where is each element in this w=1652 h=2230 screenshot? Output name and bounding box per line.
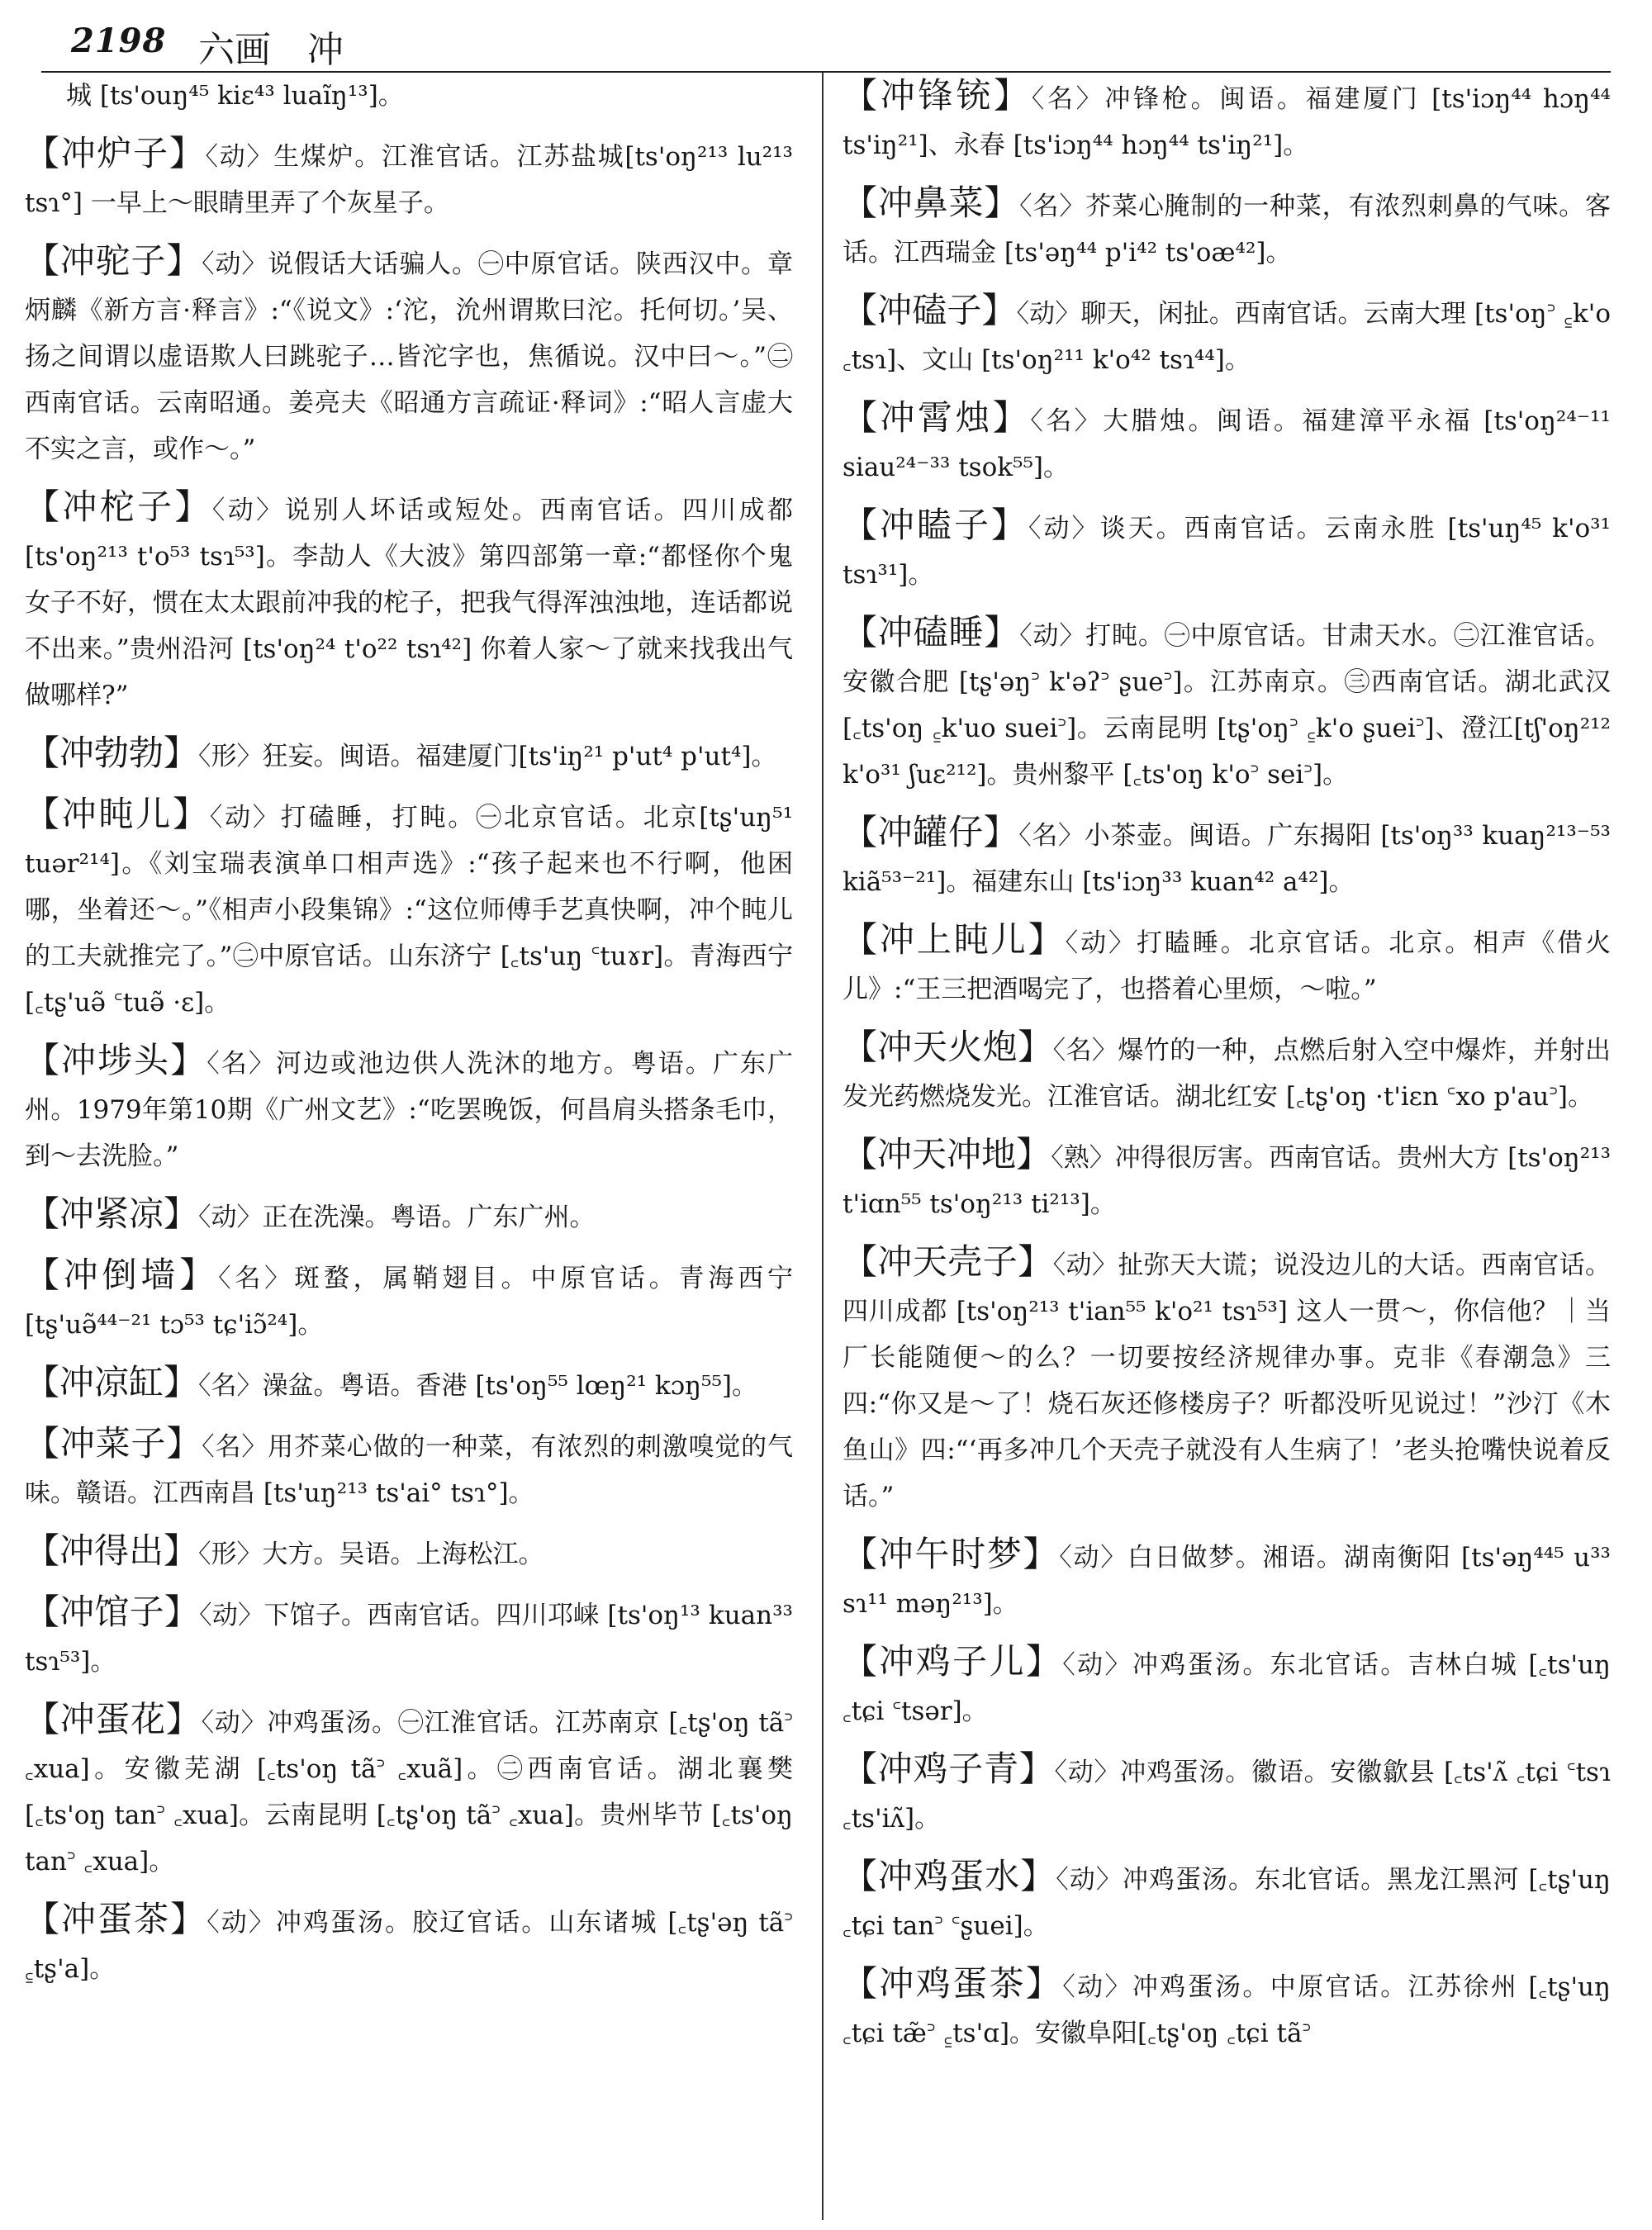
- entry-definition: 〈名〉大腊烛。闽语。福建漳平永福 [ts'oŋ²⁴⁻¹¹ siau²⁴⁻³³ tsok⁵⁵]。: [843, 406, 1611, 482]
- dictionary-entry: [843, 1639, 1611, 1734]
- dictionary-entry: [25, 1252, 793, 1348]
- dictionary-entry: [25, 1696, 793, 1885]
- entry-definition: 〈动〉聊天，闲扯。西南官话。云南大理 [ts'oŋ꜄ ꜁k'o ꜀tsɿ]、文山 [ts'oŋ²¹¹ k'o⁴² tsɿ⁴⁴]。: [843, 299, 1611, 375]
- entry-definition: 〈熟〉冲得很厉害。西南官话。贵州大方 [ts'oŋ²¹³ t'iɑn⁵⁵ ts'oŋ²¹³ ti²¹³]。: [843, 1143, 1611, 1219]
- entry-definition: 〈动〉白日做梦。湘语。湖南衡阳 [ts'əŋ⁴⁴⁵ u³³ sɿ¹¹ məŋ²¹³]。: [843, 1543, 1611, 1619]
- entry-definition: 〈名〉小茶壶。闽语。广东揭阳 [ts'oŋ³³ kuaŋ²¹³⁻⁵³ kiã⁵³⁻²¹]。福建东山 [ts'iɔŋ³³ kuan⁴² a⁴²]。: [843, 821, 1611, 897]
- entry-headword: 【冲鸡子青】: [843, 1748, 1055, 1789]
- entry-headword: 【冲锋铳】: [843, 75, 1032, 116]
- dictionary-entry: [25, 1037, 793, 1179]
- entry-headword: 【冲炉子】: [25, 133, 206, 173]
- entry-headword: 【冲午时梦】: [843, 1534, 1060, 1574]
- entry-definition: 〈名〉澡盆。粤语。香港 [ts'oŋ⁵⁵ lœŋ²¹ kɔŋ⁵⁵]。: [198, 1371, 757, 1401]
- entry-headword: 【冲霄烛】: [843, 397, 1031, 438]
- entry-definition: 〈名〉芥菜心腌制的一种菜，有浓烈刺鼻的气味。客话。江西瑞金 [ts'əŋ⁴⁴ p'i⁴² ts'oæ⁴²]。: [843, 192, 1611, 268]
- entry-headword: 【冲菜子】: [25, 1423, 202, 1464]
- dictionary-entry: [25, 1896, 793, 1992]
- entry-definition: 〈动〉说假话大话骗人。㊀中原官话。陕西汉中。章炳麟《新方言·释言》:“《说文》:‘沱，沇州谓欺曰沱。托何切。’吴、扬之间谓以虚语欺人曰跳驼子…皆沱字也，焦循说。汉中曰～。”㊁西南官话。云南昭通。姜亮夫《昭通方言疏证·释词》:“昭人言虚大不实之言，或作～。”: [25, 249, 793, 464]
- entry-definition: 〈动〉打瞌睡。北京官话。北京。相声《借火儿》:“王三把酒喝完了，也搭着心里烦，～啦。”: [843, 928, 1611, 1004]
- entry-headword: 【冲天火炮】: [843, 1027, 1053, 1067]
- dictionary-entry: [843, 610, 1611, 798]
- entry-definition: 〈形〉大方。吴语。上海松江。: [198, 1540, 544, 1569]
- dictionary-entry: [843, 1024, 1611, 1120]
- entry-definition: 城 [ts'ouŋ⁴⁵ kiɛ⁴³ luaĩŋ¹³]。: [66, 81, 404, 111]
- entry-headword: 【冲埗头】: [25, 1040, 207, 1080]
- dictionary-entry: [843, 287, 1611, 383]
- entry-headword: 【冲天冲地】: [843, 1134, 1051, 1174]
- dictionary-entry: [25, 1359, 793, 1409]
- left-column: [25, 73, 793, 2220]
- entry-definition: 〈动〉说别人坏话或短处。西南官话。四川成都 [ts'oŋ²¹³ t'o⁵³ tsɿ⁵³]。李劼人《大波》第四部第一章:“都怪你个鬼女子不好，惯在太太跟前冲我的柁子，把我气得浑浊浊地，连话都说不出来。”贵州沿河 [ts'oŋ²⁴ t'o²² tsɿ⁴²] 你着人家～了就来找我出气做哪样?”: [25, 496, 793, 710]
- entry-headword: 【冲天壳子】: [843, 1241, 1053, 1282]
- entry-headword: 【冲盹儿】: [25, 794, 210, 834]
- entry-headword: 【冲磕睡】: [843, 612, 1020, 652]
- entry-definition: 〈动〉扯弥天大谎；说没边儿的大话。西南官话。四川成都 [ts'oŋ²¹³ t'ian⁵⁵ k'o²¹ tsɿ⁵³] 这人一贯～，你信他？｜当厂长能随便～的么？一切要按经济规律办事。克非《春潮急》三四:“你又是～了！烧石灰还修楼房子？听都没听见说过！”沙汀《木鱼山》四:“‘再多冲几个天壳子就没有人生病了！’老头抢嘴快说着反话。”: [843, 1250, 1611, 1511]
- entry-definition: 〈动〉打盹。㊀中原官话。甘肃天水。㊁江淮官话。安徽合肥 [tʂ'əŋ꜄ k'əʔ꜄ ʂue꜄]。江苏南京。㊂西南官话。湖北武汉 [꜀ts'oŋ ꜁k'uo suei꜄]。云南昆明 [tʂ'oŋ꜄ ꜁k'o ʂuei꜄]、澄江[tʃ'oŋ²¹² k'o³¹ ʃuɛ²¹²]。贵州黎平 [꜀ts'oŋ k'o꜄ sei꜄]。: [843, 621, 1611, 790]
- dictionary-entry: [843, 1239, 1611, 1520]
- column-divider: [822, 73, 824, 2220]
- dictionary-entry: [843, 395, 1611, 491]
- dictionary-entry: [843, 1853, 1611, 1949]
- entry-definition: 〈动〉打磕睡，打盹。㊀北京官话。北京[tʂ'uŋ⁵¹ tuər²¹⁴]。《刘宝瑞表演单口相声选》:“孩子起来也不行啊，他困哪，坐着还～。”《相声小段集锦》:“这位师傅手艺真快啊，冲个盹儿的工夫就推完了。”㊁中原官话。山东济宁 [꜀ts'uŋ ꜂tuɤr]。青海西宁[꜀tʂ'uə̃ ꜂tuə̃ ·ɛ]。: [25, 803, 793, 1018]
- entry-definition: 〈动〉冲鸡蛋汤。东北官话。吉林白城 [꜀ts'uŋ ꜀tɕi ꜂tsər]。: [843, 1650, 1611, 1726]
- dictionary-entry: [25, 730, 793, 780]
- entry-definition: 〈动〉冲鸡蛋汤。徽语。安徽歙县 [꜀ts'ʌ̃ ꜀tɕi ꜂tsɿ ꜀ts'iʌ̃]。: [843, 1758, 1611, 1834]
- dictionary-entry: [843, 502, 1611, 598]
- right-column: [843, 73, 1611, 2220]
- entry-definition: 〈动〉谈天。西南官话。云南永胜 [ts'uŋ⁴⁵ k'o³¹ tsɿ³¹]。: [843, 514, 1611, 590]
- dictionary-entry: [843, 180, 1611, 276]
- entry-headword: 【冲蛋茶】: [25, 1899, 207, 1939]
- entry-headword: 【冲倒墙】: [25, 1255, 219, 1295]
- entry-headword: 【冲得出】: [25, 1530, 199, 1571]
- dictionary-entry: [25, 73, 793, 119]
- entry-headword: 【冲驼子】: [25, 240, 202, 281]
- entry-headword: 【冲鸡子儿】: [843, 1641, 1063, 1682]
- dictionary-entry: [843, 73, 1611, 168]
- dictionary-entry: [843, 1746, 1611, 1842]
- dictionary-entry: [25, 238, 793, 472]
- entry-headword: 【冲上盹儿】: [843, 919, 1066, 960]
- entry-headword: 【冲凉缸】: [25, 1362, 199, 1402]
- dictionary-entry: [843, 1531, 1611, 1627]
- dictionary-entry: [25, 1191, 793, 1241]
- page-number: 2198: [71, 21, 167, 60]
- dictionary-entry: [25, 484, 793, 719]
- entry-definition: 〈名〉斑蝥，属鞘翅目。中原官话。青海西宁 [tʂ'uə̃⁴⁴⁻²¹ tɔ⁵³ tɕ'iɔ̃²⁴]。: [25, 1264, 793, 1340]
- entry-definition: 〈动〉生煤炉。江淮官话。江苏盐城[ts'oŋ²¹³ lu²¹³ tsɿ°] 一早上～眼睛里弄了个灰星子。: [25, 142, 793, 218]
- dictionary-entry: [25, 791, 793, 1026]
- entry-headword: 【冲鸡蛋茶】: [843, 1963, 1063, 2004]
- dictionary-entry: [25, 1528, 793, 1578]
- dictionary-entry: [25, 1589, 793, 1685]
- entry-definition: 〈动〉正在洗澡。粤语。广东广州。: [198, 1203, 596, 1232]
- entry-headword: 【冲瞌子】: [843, 505, 1029, 545]
- dictionary-entry: [843, 809, 1611, 905]
- dictionary-entry: [843, 1961, 1611, 2057]
- entry-headword: 【冲紧凉】: [25, 1193, 199, 1234]
- entry-definition: 〈名〉冲锋枪。闽语。福建厦门 [ts'iɔŋ⁴⁴ hɔŋ⁴⁴ ts'iŋ²¹]、永春 [ts'iɔŋ⁴⁴ hɔŋ⁴⁴ ts'iŋ²¹]。: [843, 84, 1611, 160]
- entry-definition: 〈名〉河边或池边供人洗沐的地方。粤语。广东广州。1979年第10期《广州文艺》:“吃罢晚饭，何昌肩头搭条毛巾，到～去洗脸。”: [25, 1049, 793, 1171]
- entry-headword: 【冲馆子】: [25, 1592, 200, 1632]
- section-label: 六画 冲: [198, 29, 344, 71]
- entry-definition: 〈动〉下馆子。西南官话。四川邛崃 [ts'oŋ¹³ kuan³³ tsɿ⁵³]。: [25, 1601, 793, 1677]
- dictionary-entry: [25, 1421, 793, 1516]
- entry-headword: 【冲磕子】: [843, 290, 1017, 330]
- entry-headword: 【冲蛋花】: [25, 1699, 202, 1739]
- entry-definition: 〈动〉冲鸡蛋汤。中原官话。江苏徐州 [꜀tʂ'uŋ ꜀tɕi tæ̃꜄ ꜁ts'ɑ]。安徽阜阳[꜀tʂ'oŋ ꜀tɕi tã꜄: [843, 1972, 1611, 2048]
- page-header: [41, 13, 1611, 73]
- entry-headword: 【冲柁子】: [25, 486, 212, 527]
- entry-definition: 〈动〉冲鸡蛋汤。胶辽官话。山东诸城 [꜀tʂ'əŋ tã꜄ ꜁tʂ'a]。: [25, 1908, 793, 1984]
- entry-definition: 〈名〉用芥菜心做的一种菜，有浓烈的刺激嗅觉的气味。赣语。江西南昌 [ts'uŋ²¹³ ts'ai° tsɿ°]。: [25, 1432, 793, 1508]
- entry-headword: 【冲勃勃】: [25, 733, 199, 773]
- dictionary-entry: [843, 1132, 1611, 1227]
- entry-definition: 〈形〉狂妄。闽语。福建厦门[ts'iŋ²¹ p'ut⁴ p'ut⁴]。: [198, 742, 777, 771]
- entry-headword: 【冲罐仔】: [843, 812, 1019, 852]
- entry-definition: 〈名〉爆竹的一种，点燃后射入空中爆炸，并射出发光药燃烧发光。江淮官话。湖北红安 [꜀tʂ'oŋ ·t'iɛn ꜂xo p'au꜄]。: [843, 1036, 1611, 1112]
- entry-definition: 〈动〉冲鸡蛋汤。东北官话。黑龙江黑河 [꜀tʂ'uŋ ꜀tɕi tan꜄ ꜂ʂuei]。: [843, 1865, 1611, 1941]
- entry-headword: 【冲鼻菜】: [843, 183, 1020, 223]
- dictionary-entry: [843, 917, 1611, 1013]
- dictionary-entry: [25, 130, 793, 226]
- entry-headword: 【冲鸡蛋水】: [843, 1856, 1056, 1896]
- entry-definition: 〈动〉冲鸡蛋汤。㊀江淮官话。江苏南京 [꜀tʂ'oŋ tã꜄ ꜀xua]。安徽芜湖 [꜀ts'oŋ tã꜄ ꜀xuã]。㊁西南官话。湖北襄樊 [꜀ts'oŋ tan꜄ ꜀xua]。云南昆明 [꜀tʂ'oŋ tã꜄ ꜀xua]。贵州毕节 [꜀ts'oŋ tan꜄ ꜀xua]。: [25, 1708, 793, 1877]
